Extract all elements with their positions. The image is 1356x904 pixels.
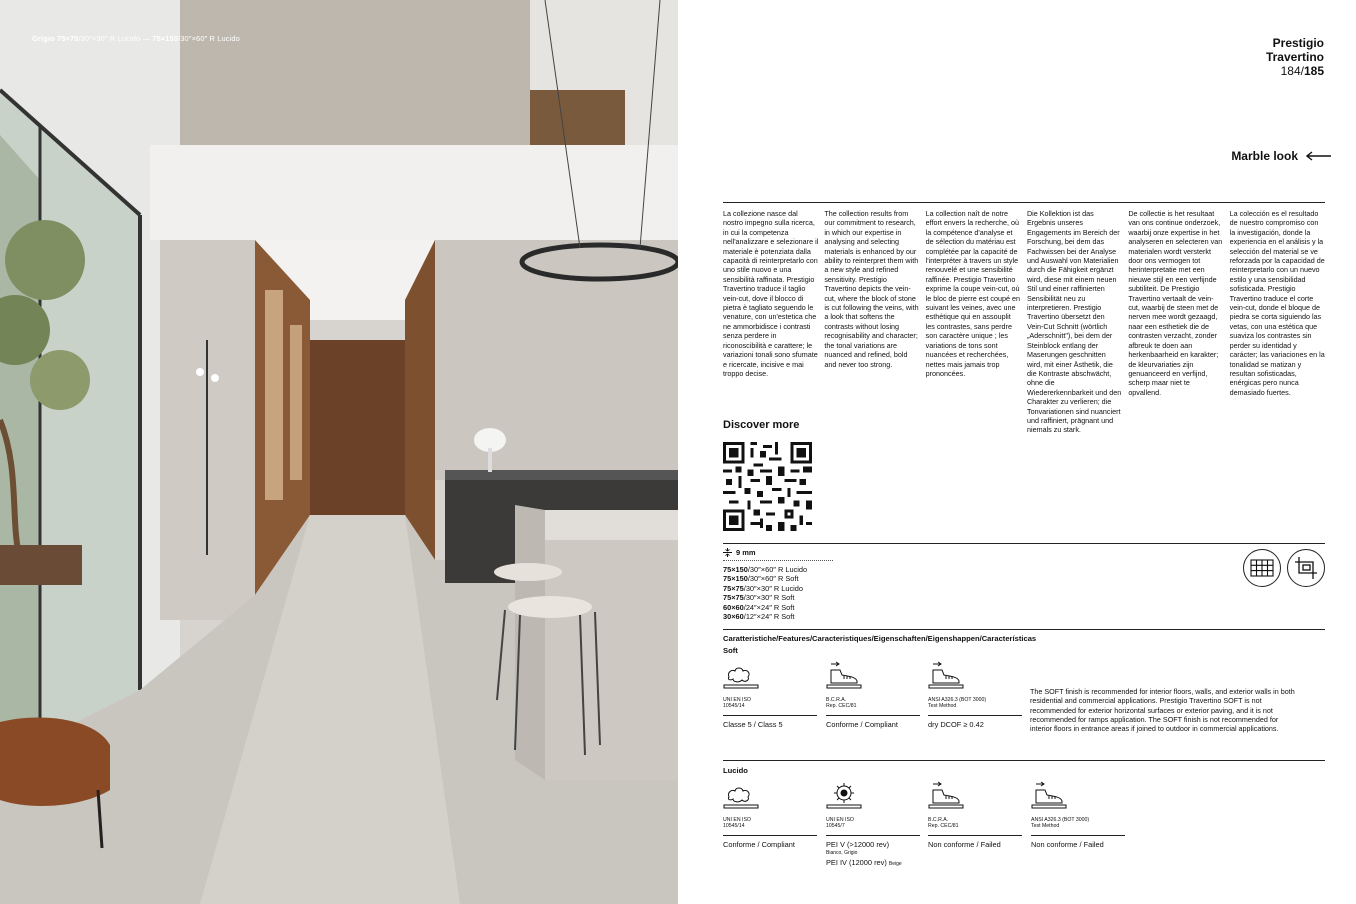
thickness-icon (723, 548, 732, 557)
divider-lucido (723, 760, 1325, 761)
soft-title: Soft (723, 646, 738, 655)
description-de: Die Kollektion ist das Ergebnis unseres Engagements im Bereich der Forschung, bei dem das Fachwissen bei der Analyse und Auswahl von Materialien durch die Fähigkeit ergänzt wird, diese mit einem neuen Stil und einer raffinierten Sensibilität neu zu interpretieren. Prestigio Travertino übersetzt den Vein-Cut Schnitt (wörtlich „Aderschnitt"), bei dem der Steinblock entlang der Maserungen geschnitten wird, mit einer Ästhetik, die die Kontraste abschwächt, ohne die Wiedererkennbarkeit und den Charakter zu verlieren; die Tonvariationen sind nuanciert und raffiniert, prägnant und niemals zu stark. (1026, 209, 1122, 435)
description-en: The collection results from our commitment to research, in which our expertise in analysing and selecting materials is enhanced by our ability to reinterpret them with a new style and refined sensitivity. Prestigio Travertino depicts the vein-cut, where the block of stone is cut following the veins, with a look that softens the contrasts without losing recognisability and character; the tonal variations are nuanced and refined, bold and never too strong. (824, 209, 919, 369)
shoe-slip-icon (1031, 781, 1067, 809)
dotted-divider (723, 560, 833, 561)
size-item: 30×60/12″×24″ R Soft (723, 612, 795, 622)
size-item: 75×150/30″×60″ R Soft (723, 574, 799, 584)
photo-caption: Grigio 75×75/30″×30″ R Lucido — 75×150/30″×60″ R Lucido (32, 34, 240, 43)
abrasion-icon (723, 663, 759, 689)
lucido-pei-value: PEI V (>12000 rev) Bianco, Grigio PEI IV (12000 rev) Beige (826, 840, 902, 867)
soft-bcra-cell: B.C.R.A. Rep. CEC/81 Conforme / Compliant (826, 661, 920, 729)
description-it: La collezione nasce dal nostro impegno sulla ricerca, in cui la competenza nell'analizzare e selezionare il materiale è potenziata dalla capacità di reinterpretarlo con uno stile nuovo e una sensibilità raffinata. Prestigio Travertino traduce il taglio vein-cut, dove il blocco di pietra è tagliato seguendo le venature, con un'estetica che ne ammorbidisce i contrasti senza perdere in riconoscibilità e carattere; le variazioni tonali sono sfumate e ricercate, incisive e mai troppo decise. (723, 209, 819, 378)
soft-bcra-value: Conforme / Compliant (826, 720, 898, 729)
lucido-bcra-cell: B.C.R.A. Rep. CEC/81 Non conforme / Failed (928, 781, 1022, 849)
soft-abrasion-cell: UNI EN ISO 10545/14 Classe 5 / Class 5 (723, 661, 817, 729)
lucido-title: Lucido (723, 766, 748, 775)
gear-icon (826, 781, 862, 809)
description-es: La colección es el resultado de nuestro compromiso con la investigación, donde la experiencia en el análisis y la selección del material se ve reforzada por la capacidad de reinterpretarlo con un nuevo estilo y una sensibilidad sofisticada. Prestigio Travertino traduce el corte vein-cut, donde el bloque de piedra se corta siguiendo las vetas, con una estética que suaviza los contrastes sin perder su identidad y carácter; las variaciones en la tonalidad se matizan y resultan sofisticadas, enérgicas pero nunca demasiado fuertes. (1229, 209, 1325, 397)
size-item: 75×75/30″×30″ R Soft (723, 593, 795, 603)
abrasion-icon (723, 783, 759, 809)
grid-pattern-icon[interactable] (1243, 549, 1281, 587)
lucido-abrasion-value: Conforme / Compliant (723, 840, 795, 849)
shoe-slip-icon (826, 661, 862, 689)
shoe-slip-icon (928, 661, 964, 689)
soft-abrasion-value: Classe 5 / Class 5 (723, 720, 783, 729)
thickness-value: 9 mm (736, 548, 756, 557)
layout-cut-icon[interactable] (1287, 549, 1325, 587)
lucido-pei-cell: UNI EN ISO 10545/7 PEI V (>12000 rev) Bianco, Grigio PEI IV (12000 rev) Beige (826, 781, 920, 869)
description-nl: De collectie is het resultaat van ons continue onderzoek, waarbij onze expertise in het analyseren en selecteren van materialen wordt versterkt door ons vermogen tot herinterpretatie met een nieuwe stijl en een verfijnde subtiliteit. De Prestigio Travertino vertaalt de vein-cut, waarbij de steen met de nerven mee wordt gezaagd, naar een esthetiek die de contrasten verzacht, zonder afbreuk te doen aan herkenbaarheid en karakter; de kleurvariaties zijn genuanceerd en verfijnd, scherp maar niet te opvallend. (1128, 209, 1223, 397)
size-list (723, 565, 807, 621)
marble-look-link[interactable] (1231, 149, 1332, 163)
section-label: Marble look (1231, 149, 1298, 163)
collection-title-line1: Prestigio (1272, 36, 1324, 50)
thickness (723, 548, 756, 557)
soft-ansi-value: dry DCOF ≥ 0.42 (928, 720, 984, 729)
size-item: 60×60/24″×24″ R Soft (723, 602, 795, 612)
lucido-ansi-cell: ANSI A326.3 (BOT 3000) Test Method Non conforme / Failed (1031, 781, 1125, 849)
soft-note: The SOFT finish is recommended for interior floors, walls, and exterior walls in both residential and commercial applications. Prestigio Travertino SOFT is not recommended for exterior horizontal surfaces or exterior paving, and it is not recommended for ramps application. The SOFT finish is not recommended for interior floors in entrance areas if joined to outdoor in commercial applications. (1030, 687, 1295, 734)
divider-sizes (723, 543, 1325, 544)
page-number: 184/185 (1280, 64, 1324, 78)
page-header (1266, 36, 1324, 78)
qr-code-icon[interactable] (723, 442, 812, 531)
soft-ansi-cell: ANSI A326.3 (BOT 3000) Test Method dry DCOF ≥ 0.42 (928, 661, 1022, 729)
features-title: Caratteristiche/Features/Caracteristiques/Eigenschaften/Eigenshappen/Características (723, 634, 1037, 643)
shoe-slip-icon (928, 781, 964, 809)
catalog-page (678, 0, 1356, 904)
divider-top (723, 202, 1325, 203)
divider-features (723, 629, 1325, 630)
lucido-bcra-value: Non conforme / Failed (928, 840, 1001, 849)
discover-more-heading: Discover more (723, 419, 800, 431)
collection-title-line2: Travertino (1265, 50, 1324, 64)
lucido-ansi-value: Non conforme / Failed (1031, 840, 1104, 849)
arrow-left-icon (1306, 151, 1332, 161)
description-fr: La collection naît de notre effort envers la recherche, où la compétence d'analyse et de sélection du matériau est complétée par la capacité de l'interpréter à travers un style renouvelé et une sensibilité raffinée. Prestigio Travertino exprime la coupe vein-cut, où le bloc de pierre est coupé en suivant les veines, avec une esthétique qui en assouplit les contrastes, sans perdre son caractère unique ; les variations de tons sont nuancées et recherchées, nettes mais jamais trop prononcées. (925, 209, 1020, 378)
size-item: 75×75/30″×30″ R Lucido (723, 583, 804, 593)
lucido-abrasion-cell: UNI EN ISO 10545/14 Conforme / Compliant (723, 781, 817, 849)
size-item: 75×150/30″×60″ R Lucido (723, 565, 808, 574)
description-columns (723, 209, 1325, 435)
